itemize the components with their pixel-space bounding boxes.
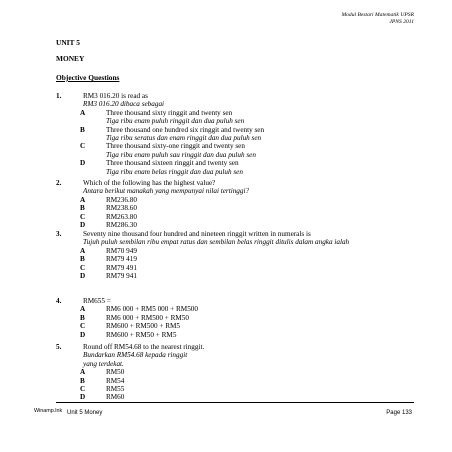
option-a (80, 368, 413, 376)
option-text: RM55 (106, 385, 125, 394)
question-text: yang terdekat. (83, 359, 124, 368)
option-d (80, 159, 413, 176)
option-d (80, 393, 413, 401)
option-text: RM238.60 (106, 204, 137, 213)
option-letter: C (80, 385, 86, 394)
option-text: Three thousand sixteen ringgit and twenty sen (106, 159, 239, 168)
option-text: RM236.80 (106, 195, 137, 204)
question-number: 3. (56, 230, 62, 238)
question-text: Antara berikut manakah yang mempunyai nilai tertinggi? (83, 187, 250, 196)
option-text: Three thousand one hundred six ringgit and twenty sen (106, 125, 265, 134)
option-a (80, 305, 413, 313)
option-text-block (106, 142, 413, 159)
option-letter: A (80, 368, 86, 377)
option-letter: C (80, 322, 86, 331)
option-c (80, 264, 413, 272)
option-letter: A (80, 195, 86, 204)
option-letter: D (80, 393, 86, 402)
question-text: RM655 = (83, 297, 111, 305)
option-c (80, 213, 413, 221)
option-a (80, 109, 413, 126)
option-letter: D (80, 159, 86, 168)
question-number: 4. (56, 297, 62, 305)
question-body (80, 230, 413, 281)
option-text-block (106, 196, 413, 204)
option-text-block (106, 221, 413, 229)
footer-logo: Winamp.lnk (34, 408, 63, 414)
question-text: RM3 016.20 dibaca sebagai (83, 100, 165, 109)
option-letter: D (80, 330, 86, 339)
option-text: RM70 949 (106, 246, 137, 255)
option-text: Three thousand sixty ringgit and twenty sen (106, 108, 233, 117)
question-text: Seventy nine thousand four hundred and nineteen ringgit written in numerals is (83, 230, 311, 238)
option-text: RM6 000 + RM500 + RM50 (106, 313, 189, 322)
option-list (80, 305, 413, 339)
option-text-block (106, 377, 413, 385)
option-translation: Tiga ribu enam puluh sau ringgit dan dua puluh sen (106, 150, 256, 159)
option-b (80, 204, 413, 212)
option-b (80, 377, 413, 385)
topic-heading: MONEY (56, 54, 85, 63)
option-b (80, 126, 413, 143)
option-text-block (106, 331, 413, 339)
option-text: RM60 (106, 393, 125, 402)
option-text: RM263.80 (106, 212, 137, 221)
option-text: RM79 419 (106, 255, 137, 264)
option-text: RM600 + RM500 + RM5 (106, 322, 181, 331)
question-number: 1. (56, 92, 62, 100)
question-text: Which of the following has the highest value? (83, 179, 216, 187)
option-text-block (106, 247, 413, 255)
option-letter: C (80, 142, 86, 151)
option-text: RM54 (106, 376, 125, 385)
option-letter: B (80, 204, 85, 213)
footer-title: Unit 5 Money (67, 410, 103, 416)
option-text: RM6 000 + RM5 000 + RM500 (106, 305, 198, 314)
option-letter: C (80, 212, 86, 221)
option-text: Three thousand sixty-one ringgit and twenty sen (106, 142, 245, 151)
option-c (80, 322, 413, 330)
option-list (80, 247, 413, 281)
header-line-1: Modul Bestari Matematik UPSR (341, 12, 414, 18)
question-body (80, 92, 413, 176)
option-text-block (106, 305, 413, 313)
header-line-2: JPNS 2011 (389, 18, 414, 25)
option-translation: Tiga ribu seratus dan enam ringgit dan dua puluh sen (106, 134, 262, 143)
question-body (80, 179, 413, 230)
option-text: RM50 (106, 368, 125, 377)
option-text-block (106, 159, 413, 176)
option-letter: A (80, 305, 86, 314)
option-letter: C (80, 263, 86, 272)
question-body (80, 343, 413, 402)
option-text-block (106, 213, 413, 221)
question-text: Tujuh puluh sembilan ribu empat ratus dan sembilan belas ringgit ditulis dalam angka ialah (83, 238, 350, 247)
option-d (80, 272, 413, 280)
option-text-block (106, 322, 413, 330)
option-translation: Tiga ribu enam belas ringgit dan dua puluh sen (106, 167, 243, 176)
running-header (341, 12, 414, 25)
option-c (80, 385, 413, 393)
option-translation: Tiga ribu enam puluh ringgit dan dua puluh sen (106, 117, 245, 126)
option-text-block (106, 126, 413, 143)
option-text-block (106, 368, 413, 376)
option-letter: B (80, 376, 85, 385)
option-d (80, 221, 413, 229)
option-b (80, 255, 413, 263)
option-letter: B (80, 255, 85, 264)
question-number: 2. (56, 179, 62, 187)
footer-page-number: Page 133 (386, 410, 412, 416)
option-letter: A (80, 246, 86, 255)
option-d (80, 331, 413, 339)
option-text-block (106, 385, 413, 393)
option-text: RM600 + RM50 + RM5 (106, 330, 177, 339)
option-b (80, 314, 413, 322)
option-text-block (106, 393, 413, 401)
option-text: RM286.30 (106, 221, 137, 230)
option-letter: D (80, 272, 86, 281)
option-c (80, 142, 413, 159)
option-letter: D (80, 221, 86, 230)
option-text-block (106, 255, 413, 263)
footer-rule (56, 402, 414, 403)
question-number: 5. (56, 343, 62, 351)
question-text: RM3 016.20 is read as (83, 92, 148, 100)
option-text-block (106, 109, 413, 126)
option-list (80, 109, 413, 176)
option-text-block (106, 272, 413, 280)
option-list (80, 368, 413, 402)
option-letter: B (80, 313, 85, 322)
option-a (80, 196, 413, 204)
section-heading: Objective Questions (56, 73, 120, 82)
question-text: Round off RM54.68 to the nearest ringgit. (83, 343, 205, 351)
option-letter: A (80, 108, 86, 117)
option-text-block (106, 204, 413, 212)
question-body (80, 297, 413, 339)
unit-heading: UNIT 5 (56, 38, 80, 47)
option-list (80, 196, 413, 230)
question-text: Bundarkan RM54.68 kepada ringgit (83, 351, 188, 360)
option-letter: B (80, 125, 85, 134)
option-text-block (106, 314, 413, 322)
option-text: RM79 941 (106, 272, 137, 281)
option-text: RM79 491 (106, 263, 137, 272)
option-text-block (106, 264, 413, 272)
option-a (80, 247, 413, 255)
